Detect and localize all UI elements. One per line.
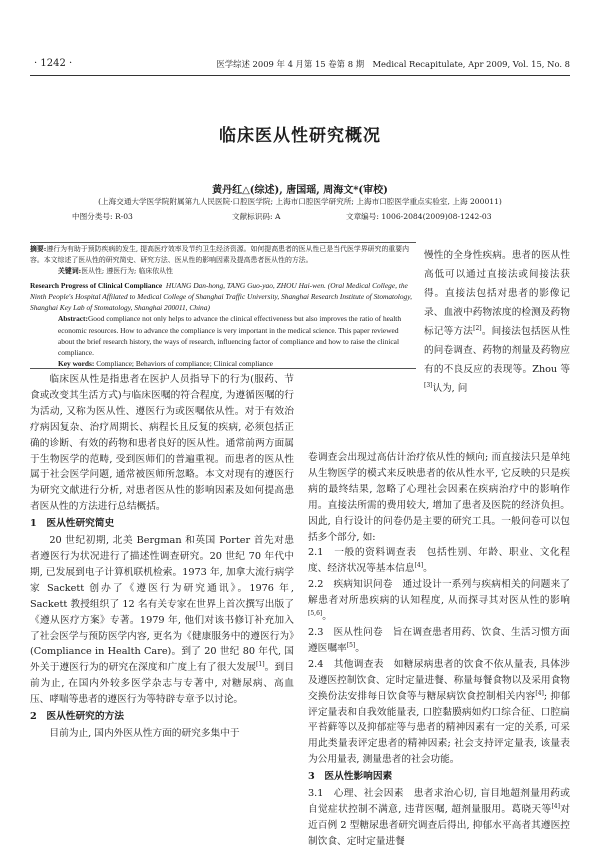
subsection-3-1: 3.1 心理、社会因素 患者求治心切, 盲目地超剂量用药或自觉症状控制不满意, 违背医嘱, 超剂量服用。葛晓天等[4]对近百例 2 型糖尿患者研究调查后得出, 抑郁水平高者其遵医控制饮食、定时定量进餐 bbox=[308, 788, 570, 847]
ref-3: [3] bbox=[424, 381, 433, 389]
ref-5-6: [5,6] bbox=[308, 609, 323, 617]
right-column bbox=[308, 450, 570, 850]
sec1-text-a: 20 世纪初期, 北美 Bergman 和英国 Porter 首先对患者遵医行为状况进行了描述性调查研究。20 世纪 70 年代中期, 已发展到电子计算机联机检索。1973 年, 加拿大流行病学家 Sackett 创办了《遵医行为研究通讯》。1976 年, Sackett 教授组织了 12 名有关专家在世界上首次撰写出版了《遵从医疗方案》专著。1979 年, 他们对该书修订补充加入了社会医学与预防医学内容, 更名为《健康服务中的遵医行为》(Compliance in Health Care)。到了 20 世纪 80 年代, 国外关于遵医行为的研究在深度和广度上有了很大发展 bbox=[30, 535, 294, 674]
header-rule bbox=[30, 75, 570, 76]
keywords-cn bbox=[30, 266, 416, 277]
abstract-top-rule bbox=[30, 242, 416, 243]
article-id: 文章编号: 1006-2084(2009)08-1242-03 bbox=[346, 212, 492, 221]
right-column-top bbox=[424, 246, 570, 398]
ref-2: [2] bbox=[473, 324, 482, 332]
subsection-2-2: 2.2 疾病知识问卷 通过设计一系列与疾病相关的问题来了解患者对所患疾病的认知程度, 从而探寻其对医从性的影响[5,6]。 bbox=[308, 579, 570, 623]
abstract-en-authors: HUANG Dan-hong, TANG Guo-yao, ZHOU Hai-wen. bbox=[165, 280, 326, 290]
ref-4: [4] bbox=[414, 562, 424, 570]
ref-5: [5] bbox=[346, 641, 356, 649]
ref-1: [1] bbox=[256, 661, 265, 669]
keywords-en-text: Compliance; Behaviors of compliance; Clinical compliance bbox=[96, 359, 273, 369]
abstract-block bbox=[30, 244, 416, 369]
right-top-text-3: 认为, 问 bbox=[432, 383, 468, 394]
ref-4c: [4] bbox=[551, 802, 560, 810]
subsection-2-4: 2.4 其他调查表 如糖尿病患者的饮食不依从量表, 具体涉及遵医控制饮食、定时定量进餐、称量每餐食物以及采用食物交换份法安排每日饮食等与糖尿病饮食控制相关内容[4]; 抑郁评定量表和自我效能量表, 口腔黏膜病如灼口综合征、口腔扁平苔藓等以及抑郁症等与患者的精神因素有一定的关系, 可采用此类量表评定患者的精神因素; 社会支持评定量表, 该量表为公用量表, 测量患者的社会功能。 bbox=[308, 658, 571, 766]
abstract-en-text: Good compliance not only helps to advance the clinical effectiveness but also improves the ratio of health economic resources. How to advance the compliance is very important in the medical science. This paper reviewed about the brief research history, the ways of research, influencing factor of compliance and how to raise the clinical compliance. bbox=[58, 314, 402, 357]
sec1-text-b: 。到目前为止, 在国内外较多医学杂志与专著中, 对糖尿病、高血压、哮喘等患者的遵医行为等特辟专章予以讨论。 bbox=[30, 662, 295, 706]
section-1-title: 1 医从性研究简史 bbox=[30, 518, 115, 530]
abstract-en-title: Research Progress of Clinical Compliance bbox=[30, 280, 163, 290]
abstract-en-label: Abstract: bbox=[58, 314, 88, 324]
abstract-cn-label: 摘要: bbox=[30, 245, 47, 253]
section-1-paragraph bbox=[30, 533, 294, 708]
section-2-title: 2 医从性研究的方法 bbox=[30, 711, 124, 723]
abstract-en bbox=[30, 313, 416, 358]
abstract-en-affiliation: (Oral Medical College, the Ninth People's Hospital Affilated to Medical College of Shanghai Traffic University, Shanghai Research Institute of Stomatology, Shanghai Key Lab of Stomatology, Shanghai 200011, China) bbox=[30, 280, 412, 313]
abstract-bottom-rule bbox=[30, 368, 416, 369]
subsection-2-3: 2.3 医从性问卷 旨在调查患者用药、饮食、生活习惯方面遵医嘱率[5]。 bbox=[308, 626, 570, 654]
abstract-cn-text: 遵行为有助于预防疾病的发生, 提高医疗效率及节约卫生经济资源。如何提高患者的医从性已是当代医学界研究的重要内容。本文综述了医从性的研究简史、研究方法、医从性的影响因素及提高患者医从性的方法。 bbox=[30, 245, 410, 264]
right-paragraph-1: 卷调查会出现过高估计治疗依从性的倾向; 而直接法只是单纯从生物医学的模式来反映患者的依从性水平, 它反映的只是疾病的最终结果, 忽略了心理社会因素在疾病治疗中的影响作用。直接法所需的费用较大, 增加了患者及医院的经济负担。因此, 自行设计的问卷仍是主要的研究工具。一般问卷可以包括多个部分, 如: bbox=[308, 452, 570, 543]
running-head: 医学综述 2009 年 4 月第 15 卷第 8 期 Medical Recapitulate, Apr 2009, Vol. 15, No. 8 bbox=[216, 59, 570, 69]
article-authors: 黄丹红△(综述), 唐国瑶, 周海文*(审校) bbox=[212, 185, 388, 196]
right-top-text-2: 。间接法包括医从性的问卷调查、药物的剂量及药物应有的不良反应的表现等。Zhou 等 bbox=[424, 326, 571, 375]
article-affiliation: (上海交通大学医学院附属第九人民医院·口腔医学院; 上海市口腔医学研究所; 上海市口腔医学重点实验室, 上海 200011) bbox=[98, 197, 502, 206]
keywords-cn-text: 医从性; 遵医行为; 临床依从性 bbox=[81, 266, 173, 275]
ref-4b: [4] bbox=[535, 689, 544, 697]
abstract-cn bbox=[30, 244, 416, 266]
article-title: 临床医从性研究概况 bbox=[219, 126, 381, 146]
document-code: 文献标识码: A bbox=[232, 212, 281, 221]
clc-number: 中图分类号: R-03 bbox=[72, 212, 133, 221]
keywords-en-label: Key words: bbox=[58, 359, 95, 369]
section-2-paragraph: 目前为止, 国内外医从性方面的研究多集中于 bbox=[49, 727, 240, 739]
subsection-2-1: 2.1 一般的资料调查表 包括性别、年龄、职业、文化程度、经济状况等基本信息[4]。 bbox=[308, 547, 570, 575]
right-top-text-1: 慢性的全身性疾病。患者的医从性高低可以通过直接法或间接法获得。直接法包括对患者的影像记录、血液中药物浓度的检测及药物标记等方法 bbox=[424, 250, 570, 337]
page-number: · 1242 · bbox=[34, 58, 73, 69]
abstract-en-header bbox=[30, 280, 416, 314]
keywords-cn-label: 关键词: bbox=[58, 266, 82, 275]
intro-paragraph: 临床医从性是指患者在医护人员指导下的行为(服药、节食或改变其生活方式)与临床医嘱的符合程度, 为遵循医嘱的行为活动, 又称为医从性、遵医行为或医嘱依从性。对于有效治疗病因复杂、治疗周期长、病程长且反复的疾病, 必须包括正确的诊断、有效的药物和患者良好的医从性。通常前两方面属于生物医学的范畴, 受到医师们的普遍重视。而患者的医从性属于社会医学问题, 通常被医师所忽略。本文对现有的遵医行为研究文献进行分析, 对患者医从性的影响因素及如何提高患者医从性的方法进行总结概括。 bbox=[30, 374, 294, 513]
left-column bbox=[30, 372, 294, 742]
section-3-title: 3 医从性影响因素 bbox=[308, 771, 393, 783]
